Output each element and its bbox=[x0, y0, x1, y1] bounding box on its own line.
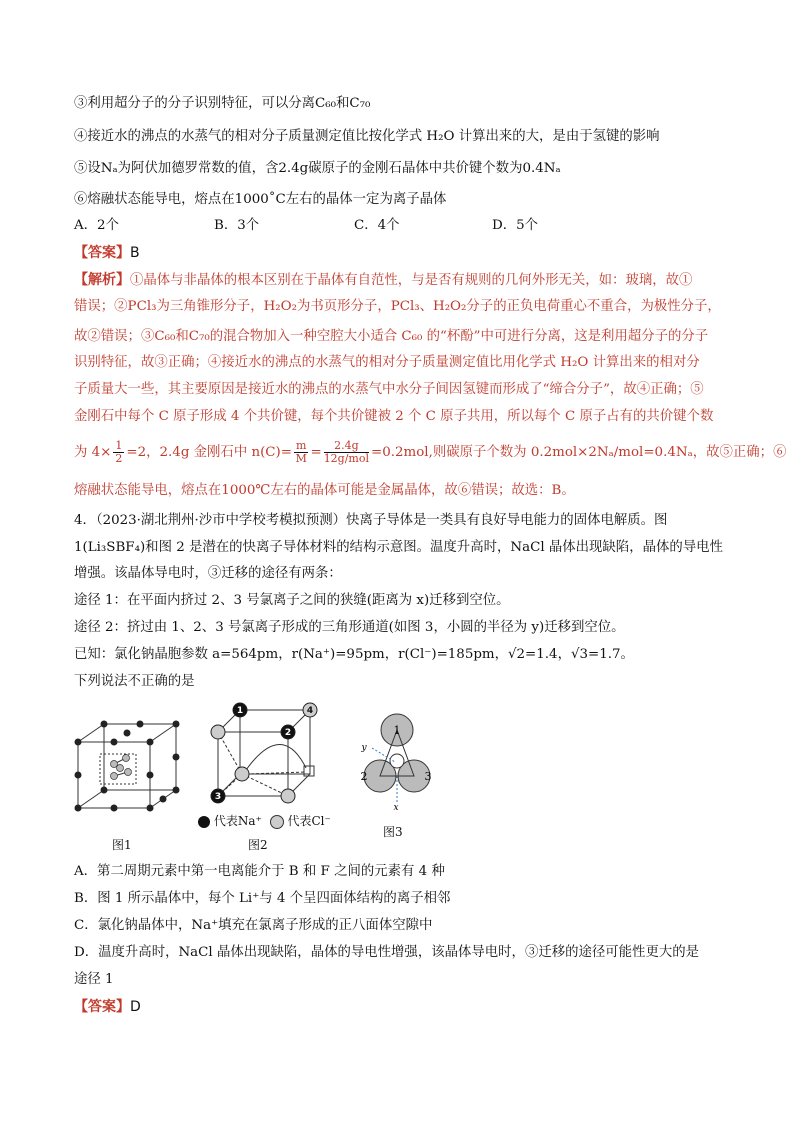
statement-6: ⑥熔融状态能导电，熔点在1000˚C左右的晶体一定为离子晶体 bbox=[74, 192, 447, 207]
fig3-label-x: x bbox=[393, 803, 399, 812]
cl-ion-swatch bbox=[270, 815, 284, 829]
frac-den: M bbox=[295, 452, 307, 465]
analysis-7-pre: 为 4× bbox=[74, 445, 112, 460]
q4-line-3: 增强。该晶体导电时，③迁移的途径有两条： bbox=[74, 566, 342, 581]
fig2-label-1: 1 bbox=[236, 706, 244, 716]
analysis-line-5: 子质量大一些，其主要原因是接近水的沸点的水蒸气中水分子间因氢键而形成了“缔合分子”，故④正确；⑤ bbox=[74, 382, 704, 397]
statement-3: ③利用超分子的分子识别特征，可以分离C₆₀和C₇₀ bbox=[74, 96, 371, 111]
legend-na: 代表Na⁺ bbox=[213, 814, 262, 828]
q4-option-c: C．氯化钠晶体中，Na⁺填充在氯离子形成的正八面体空隙中 bbox=[74, 918, 433, 933]
fraction-mass bbox=[324, 440, 369, 465]
option-c: C．4个 bbox=[354, 218, 400, 233]
statement-4: ④接近水的沸点的水蒸气的相对分子质量测定值比按化学式 H₂O 计算出来的大，是由于氢键的影响 bbox=[74, 129, 660, 144]
answer-q3 bbox=[74, 243, 140, 263]
q4-line-7: 下列说法不正确的是 bbox=[74, 674, 195, 689]
figure-2-caption: 图2 bbox=[248, 838, 268, 852]
figure-3-caption: 图3 bbox=[383, 825, 403, 839]
q4-option-d-line-2: 途径 1 bbox=[74, 972, 114, 987]
analysis-line-8: 熔融状态能导电，熔点在1000℃左右的晶体可能是金属晶体，故⑥错误；故选：B。 bbox=[74, 483, 575, 498]
analysis-text-1: ①晶体与非晶体的根本区别在于晶体有自范性，与是否有规则的几何外形无关，如：玻璃，故① bbox=[130, 273, 693, 288]
frac-den: 2 bbox=[115, 452, 123, 465]
fig2-label-2: 2 bbox=[284, 728, 292, 738]
q4-option-d-line-1: D．温度升高时，NaCl 晶体出现缺陷，晶体的导电性增强，该晶体导电时，③迁移的途径可能性更大的是 bbox=[74, 945, 700, 960]
figure-2-legend bbox=[198, 812, 331, 829]
fig3-label-2: 2 bbox=[360, 770, 368, 783]
answer-value: D bbox=[130, 999, 141, 1015]
statement-5: ⑤设Nₐ为阿伏加德罗常数的值，含2.4g碳原子的金刚石晶体中共价键个数为0.4Nₐ bbox=[74, 161, 561, 176]
analysis-line-4: 识别特征，故③正确；④接近水的沸点的水蒸气的相对分子质量测定值比用化学式 H₂O 计算出来的相对分 bbox=[74, 355, 700, 370]
frac-den: 12g/mol bbox=[323, 452, 370, 465]
analysis-line-1 bbox=[74, 270, 692, 291]
analysis-7-eq: = bbox=[310, 445, 322, 460]
fig2-label-4: 4 bbox=[306, 706, 314, 716]
na-ion-swatch bbox=[198, 816, 210, 828]
fig3-label-1: 1 bbox=[393, 724, 401, 737]
q4-line-4: 途径 1：在平面内挤过 2、3 号氯离子之间的狭缝(距离为 x)迁移到空位。 bbox=[74, 593, 510, 608]
analysis-line-7 bbox=[74, 440, 786, 465]
answer-value: B bbox=[130, 245, 140, 261]
analysis-line-3: 故②错误；③C₆₀和C₇₀的混合物加入一种空腔大小适合 C₆₀ 的“杯酚”中可进行分离，这是利用超分子的分子 bbox=[74, 329, 709, 344]
option-d: D．5个 bbox=[492, 218, 539, 233]
legend-cl: 代表Cl⁻ bbox=[287, 814, 331, 828]
q4-line-6: 已知：氯化钠晶胞参数 a=564pm，r(Na⁺)=95pm，r(Cl⁻)=185pm，√2=1.4，√3=1.7。 bbox=[74, 647, 634, 662]
frac-num: 2.4g bbox=[324, 440, 369, 453]
fig3-label-3: 3 bbox=[424, 770, 432, 783]
q4-option-b: B．图 1 所示晶体中，每个 Li⁺与 4 个呈四面体结构的离子相邻 bbox=[74, 891, 451, 906]
fraction-half bbox=[113, 440, 124, 465]
frac-num: 1 bbox=[115, 439, 123, 452]
figure-1-crystal bbox=[70, 718, 190, 818]
options-row-q3 bbox=[74, 216, 538, 236]
analysis-7-mid: =2，2.4g 金刚石中 n(C)= bbox=[126, 445, 293, 460]
answer-q4 bbox=[74, 997, 141, 1017]
figure-1-caption: 图1 bbox=[112, 838, 132, 852]
fraction-m-over-M bbox=[294, 440, 308, 465]
q4-line-5: 途径 2：挤过由 1、2、3 号氯离子形成的三角形通道(如图 3，小圆的半径为 y)迁移到空位。 bbox=[74, 620, 625, 635]
fig3-label-y: y bbox=[361, 743, 367, 753]
option-a: A．2个 bbox=[74, 218, 119, 233]
analysis-line-2: 错误；②PCl₃为三角锥形分子，H₂O₂为书页形分子，PCl₃、H₂O₂分子的正负电荷重心不重合，为极性分子， bbox=[74, 299, 721, 314]
answer-tag: 【答案】 bbox=[74, 245, 130, 261]
q4-option-a: A．第二周期元素中第一电离能介于 B 和 F 之间的元素有 4 种 bbox=[74, 864, 445, 879]
analysis-7-post: =0.2mol,则碳原子个数为 0.2mol×2Nₐ/mol=0.4Nₐ，故⑤正确；⑥ bbox=[371, 445, 787, 460]
q4-line-1: 4．（2023·湖北荆州·沙市中学校考模拟预测）快离子导体是一类具有良好导电能力的固体电解质。图 bbox=[74, 513, 668, 528]
answer-tag: 【答案】 bbox=[74, 999, 130, 1015]
option-b: B．3个 bbox=[214, 218, 260, 233]
analysis-tag: 【解析】 bbox=[74, 272, 130, 288]
fig2-label-3: 3 bbox=[214, 792, 222, 802]
analysis-line-6: 金刚石中每个 C 原子形成 4 个共价键，每个共价键被 2 个 C 原子共用，所以每个 C 原子占有的共价键个数 bbox=[74, 409, 714, 424]
figure-3-triangle-channel bbox=[350, 712, 440, 812]
q4-line-2: 1(Li₃SBF₄)和图 2 是潜在的快离子导体材料的结构示意图。温度升高时，NaCl 晶体出现缺陷，晶体的导电性 bbox=[74, 540, 723, 555]
figure-2-nacl-cell bbox=[202, 700, 332, 810]
frac-num: m bbox=[296, 439, 307, 452]
